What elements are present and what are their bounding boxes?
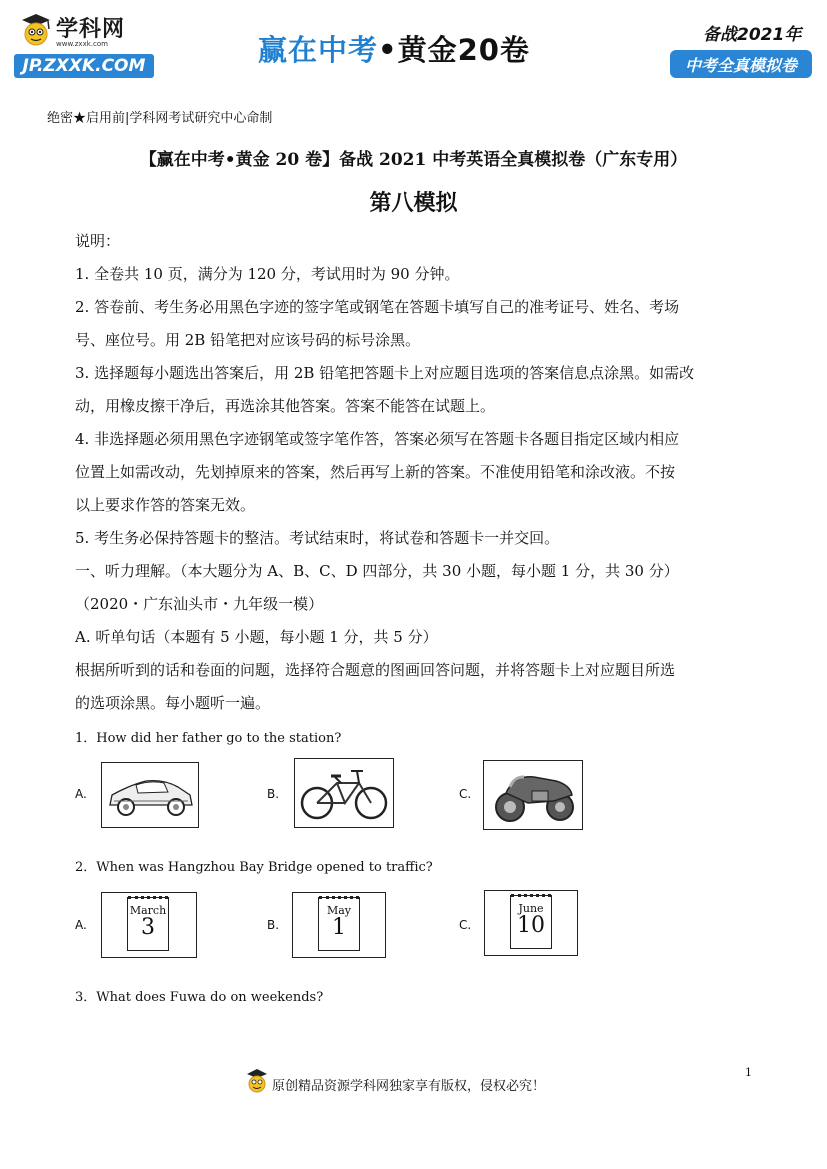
note-line: 以上要求作答的答案无效。 (75, 496, 256, 514)
calendar-day: 3 (141, 915, 155, 940)
exam-badge: 中考全真模拟卷 (670, 50, 812, 78)
calendar-june-image (484, 890, 578, 956)
header-title-part2: 黄金20卷 (397, 33, 530, 67)
option-letter: B. (267, 918, 280, 932)
note-line: 动，用橡皮擦干净后，再选涂其他答案。答案不能答在试题上。 (75, 397, 496, 415)
header-title-part1: 赢在中考 (258, 33, 379, 67)
calendar-month: June (518, 902, 544, 915)
note-line: 位置上如需改动，先划掉原来的答案，然后再写上新的答案。不准使用铅笔和涂改液。不按 (75, 463, 676, 481)
question-1-text: 1．How did her father go to the station? (75, 731, 342, 746)
note-line: 5. 考生务必保持答题卡的整洁。考试结束时，将试卷和答题卡一并交回。 (75, 529, 560, 547)
calendar-icon (127, 897, 169, 951)
footer-copyright: 原创精品资源学科网独家享有版权，侵权必究！ (272, 1079, 546, 1094)
logo-url: www.zxxk.com (56, 40, 108, 48)
note-line: 3. 选择题每小题选出答案后，用 2B 铅笔把答题卡上对应题目选项的答案信息点涂黑。如需改 (75, 364, 695, 382)
header-title (258, 28, 530, 69)
calendar-icon (318, 897, 360, 951)
calendar-icon (510, 895, 552, 949)
option-letter: C. (459, 918, 472, 932)
part-a-instruction: 根据所听到的话和卷面的问题，选择符合题意的图画回答问题，并将答题卡上对应题目所选 (75, 661, 676, 679)
section-one-heading: 一、听力理解。（本大题分为 A、B、C、D 四部分，共 30 小题，每小题 1 分，共 30 分） (75, 562, 679, 580)
page-number: 1 (745, 1066, 752, 1079)
note-line: 1. 全卷共 10 页，满分为 120 分，考试用时为 90 分钟。 (75, 265, 460, 283)
bicycle-image (294, 758, 394, 828)
year-label: 备战2021年 (703, 25, 802, 45)
calendar-month: May (326, 904, 352, 917)
calendar-may-image (292, 892, 386, 958)
paper-title: 【赢在中考•黄金 20 卷】备战 2021 中考英语全真模拟卷（广东专用） (139, 150, 688, 170)
question-2-text: 2．When was Hangzhou Bay Bridge opened to traffic? (75, 860, 433, 875)
logo-mascot-icon (18, 12, 54, 50)
calendar-month: March (129, 904, 167, 917)
calendar-day: 10 (517, 913, 545, 938)
secret-line: 绝密★启用前|学科网考试研究中心命制 (47, 111, 273, 126)
option-letter: C. (459, 787, 472, 801)
car-image (101, 762, 199, 828)
calendar-march-image (101, 892, 197, 958)
note-line: 4. 非选择题必须用黑色字迹钢笔或签字笔作答，答案必须写在答题卡各题目指定区域内相应 (75, 430, 680, 448)
calendar-day: 1 (332, 915, 346, 940)
sub-title: 第八模拟 (369, 191, 458, 216)
notes-heading: 说明： (75, 232, 121, 250)
footer-mascot-icon (244, 1068, 270, 1096)
option-letter: B. (267, 787, 280, 801)
question-3-text: 3．What does Fuwa do on weekends? (75, 990, 324, 1005)
part-a-instruction: 的选项涂黑。每小题听一遍。 (75, 694, 271, 712)
note-line: 号、座位号。用 2B 铅笔把对应该号码的标号涂黑。 (75, 331, 421, 349)
motorcycle-image (483, 760, 583, 830)
part-a-heading: A. 听单句话（本题有 5 小题，每小题 1 分，共 5 分） (75, 628, 438, 646)
source-line: （2020・广东汕头市・九年级一模） (75, 595, 324, 613)
header-title-dot: • (378, 33, 398, 67)
logo-text: 学科网 (56, 17, 126, 42)
option-letter: A. (75, 787, 87, 801)
option-letter: A. (75, 918, 87, 932)
logo-badge: JP.ZXXK.COM (14, 54, 154, 78)
note-line: 2. 答卷前、考生务必用黑色字迹的签字笔或钢笔在答题卡填写自己的准考证号、姓名、考场 (75, 298, 680, 316)
